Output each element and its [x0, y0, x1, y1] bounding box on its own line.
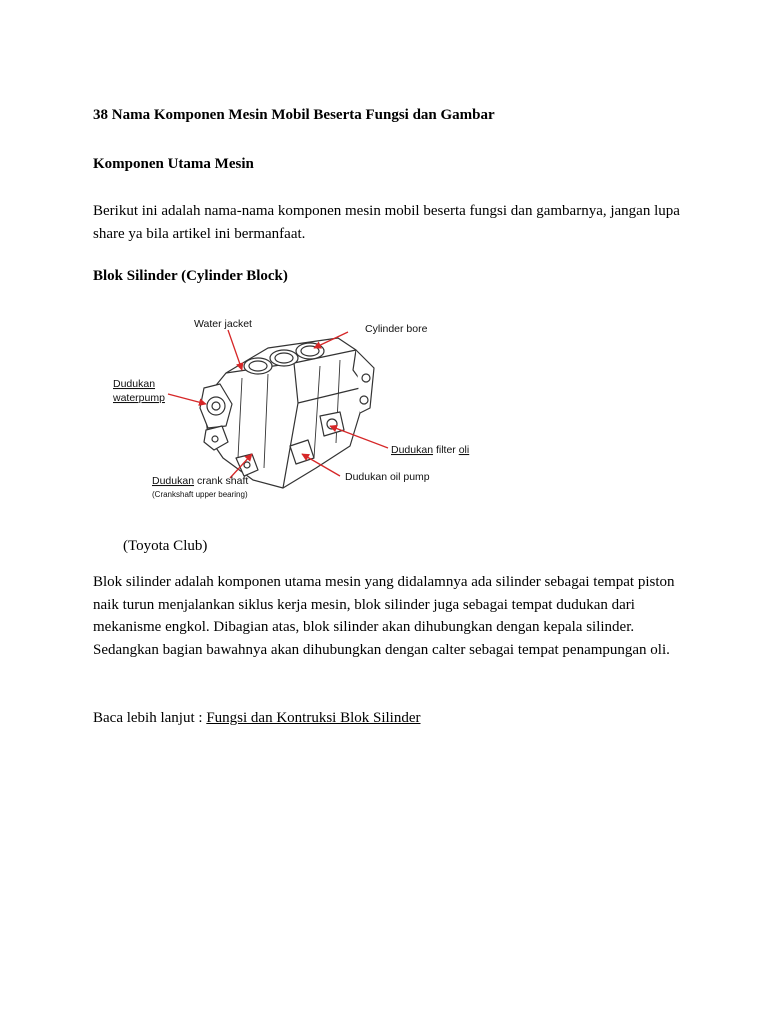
intro-paragraph: Berikut ini adalah nama-nama komponen mesin mobil beserta fungsi dan gambarnya, jangan lupa share ya bila artikel ini bermanfaat.: [93, 203, 680, 242]
read-more: [93, 707, 683, 730]
figure-caption: (Toyota Club): [123, 538, 208, 554]
label-crank-shaft-sub: (Crankshaft upper bearing): [152, 490, 248, 499]
label-filter-oli: Dudukan filter oli: [391, 444, 470, 456]
section-heading: Komponen Utama Mesin: [93, 156, 254, 172]
cylinder-block-figure: [108, 308, 488, 508]
page-title: 38 Nama Komponen Mesin Mobil Beserta Fungsi dan Gambar: [93, 107, 495, 123]
label-oil-pump: Dudukan oil pump: [345, 471, 430, 483]
label-crank-shaft: Dudukan crank shaft: [152, 475, 249, 487]
description-paragraph: Blok silinder adalah komponen utama mesin yang didalamnya ada silinder sebagai tempat piston naik turun menjalankan siklus kerja mesin, blok silinder juga sebagai tempat dudukan dari mekanisme engkol. Dibagian atas, blok silinder akan dihubungkan dengan kepala silinder. Sedangkan bagian bawahnya akan dihubungkan dengan calter sebagai tempat penampungan oli.: [93, 574, 675, 658]
read-more-prefix: Baca lebih lanjut :: [93, 710, 207, 726]
read-more-link[interactable]: Fungsi dan Kontruksi Blok Silinder: [206, 710, 421, 726]
label-water-jacket: Water jacket: [194, 318, 252, 330]
engine-block-drawing: [200, 338, 374, 488]
label-cylinder-bore: Cylinder bore: [365, 323, 428, 335]
subsection-heading: Blok Silinder (Cylinder Block): [93, 268, 288, 284]
label-waterpump-line2: waterpump: [113, 392, 165, 404]
label-waterpump-line1: Dudukan: [113, 378, 156, 390]
